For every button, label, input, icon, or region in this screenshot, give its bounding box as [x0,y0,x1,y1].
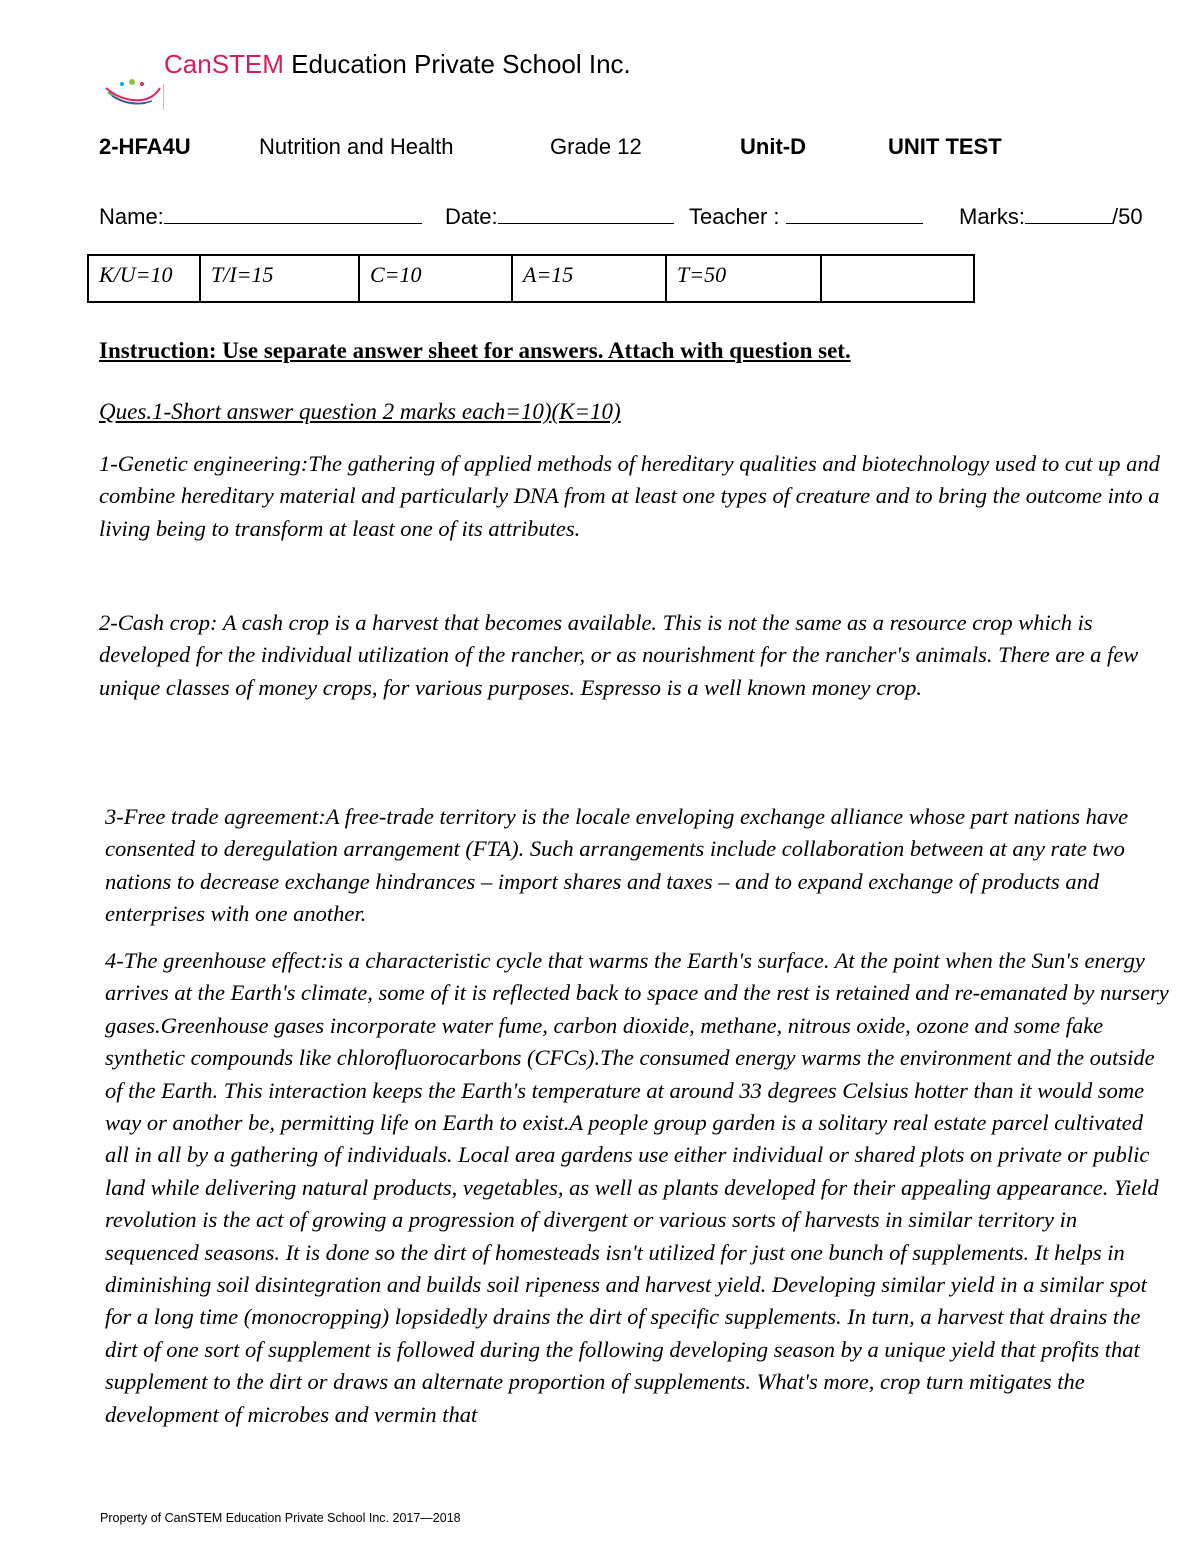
logo-divider [163,84,164,110]
marks-cell-empty [821,255,974,302]
school-name-rest: Education Private School Inc. [283,49,631,79]
course-title: Nutrition and Health [259,134,454,159]
teacher-blank[interactable] [786,203,923,224]
marks-total: /50 [1112,204,1143,229]
marks-cell-t: T=50 [666,255,821,302]
marks-cell-ti: T/I=15 [200,255,359,302]
marks-cell-c: C=10 [359,255,512,302]
teacher-label: Teacher : [689,204,780,229]
date-field[interactable] [445,203,674,230]
marks-field[interactable] [959,203,1143,230]
date-blank[interactable] [498,203,674,224]
name-field[interactable] [99,203,422,230]
teacher-field[interactable] [689,203,923,230]
marks-table-row [88,255,974,302]
marks-cell-a: A=15 [512,255,666,302]
marks-table [87,254,975,303]
course-code: 2-HFA4U [99,134,191,159]
name-blank[interactable] [164,203,422,224]
answer-4: 4-The greenhouse effect:is a characteristic cycle that warms the Earth's surface. At the point when the Sun's energy arrives at the Earth's climate, some of it is reflected back to space and the rest is retained and re-emanated by nursery gases.Greenhouse gases incorporate water fume, carbon dioxide, methane, nitrous oxide, ozone and some fake synthetic compounds like chlorofluorocarbons (CFCs).The consumed energy warms the environment and the outside of the Earth. This interaction keeps the Earth's temperature at around 33 degrees Celsius hotter than it would some way or another be, permitting life on Earth to exist.A people group garden is a solitary real estate parcel cultivated all in all by a gathering of individuals. Local area gardens use either individual or shared plots on private or public land while delivering natural products, vegetables, as well as plants developed for their appealing appearance. Yield revolution is the act of growing a progression of divergent or various sorts of harvests in similar territory in sequenced seasons. It is done so the dirt of homesteads isn't utilized for just one bunch of supplements. It helps in diminishing soil disintegration and builds soil ripeness and harvest yield. Developing similar yield in a similar spot for a long time (monocropping) lopsidedly drains the dirt of specific supplements. In turn, a harvest that drains the dirt of one sort of supplement is followed during the following developing season by a unique yield that profits that supplement to the dirt or draws an alternate proportion of supplements. What's more, crop turn mitigates the development of microbes and vermin that [105,948,1169,1427]
answer-2: 2-Cash crop: A cash crop is a harvest that becomes available. This is not the same as a resource crop which is developed for the individual utilization of the rancher, or as nourishment for the rancher's animals. There are a few unique classes of money crops, for various purposes. Espresso is a well known money crop. [99,610,1139,700]
footer: Property of CanSTEM Education Private School Inc. 2017—2018 [100,1511,461,1525]
date-label: Date: [445,204,498,229]
question-heading: Ques.1-Short answer question 2 marks each=10)(K=10) [99,399,621,424]
marks-label: Marks: [959,204,1025,229]
course-grade: Grade 12 [550,134,642,159]
answer-3: 3-Free trade agreement:A free-trade territory is the locale enveloping exchange alliance whose part nations have consented to deregulation arrangement (FTA). Such arrangements include collaboration between at any rate two nations to decrease exchange hindrances – import shares and taxes – and to expand exchange of products and enterprises with one another. [105,804,1129,927]
school-brand: CanSTEM [164,49,284,79]
answer-1: 1-Genetic engineering:The gathering of applied methods of hereditary qualities and biotechnology used to cut up and combine hereditary material and particularly DNA from at least one types of creature and to bring the outcome into a living being to transform at least one of its attributes. [99,451,1160,541]
course-unit: Unit-D [740,134,806,159]
instruction: Instruction: Use separate answer sheet for answers. Attach with question set. [99,338,851,363]
school-name [164,49,631,80]
name-label: Name: [99,204,164,229]
school-logo-icon [102,74,164,110]
marks-cell-ku: K/U=10 [88,255,200,302]
marks-blank[interactable] [1025,203,1112,224]
test-title: UNIT TEST [888,134,1002,159]
